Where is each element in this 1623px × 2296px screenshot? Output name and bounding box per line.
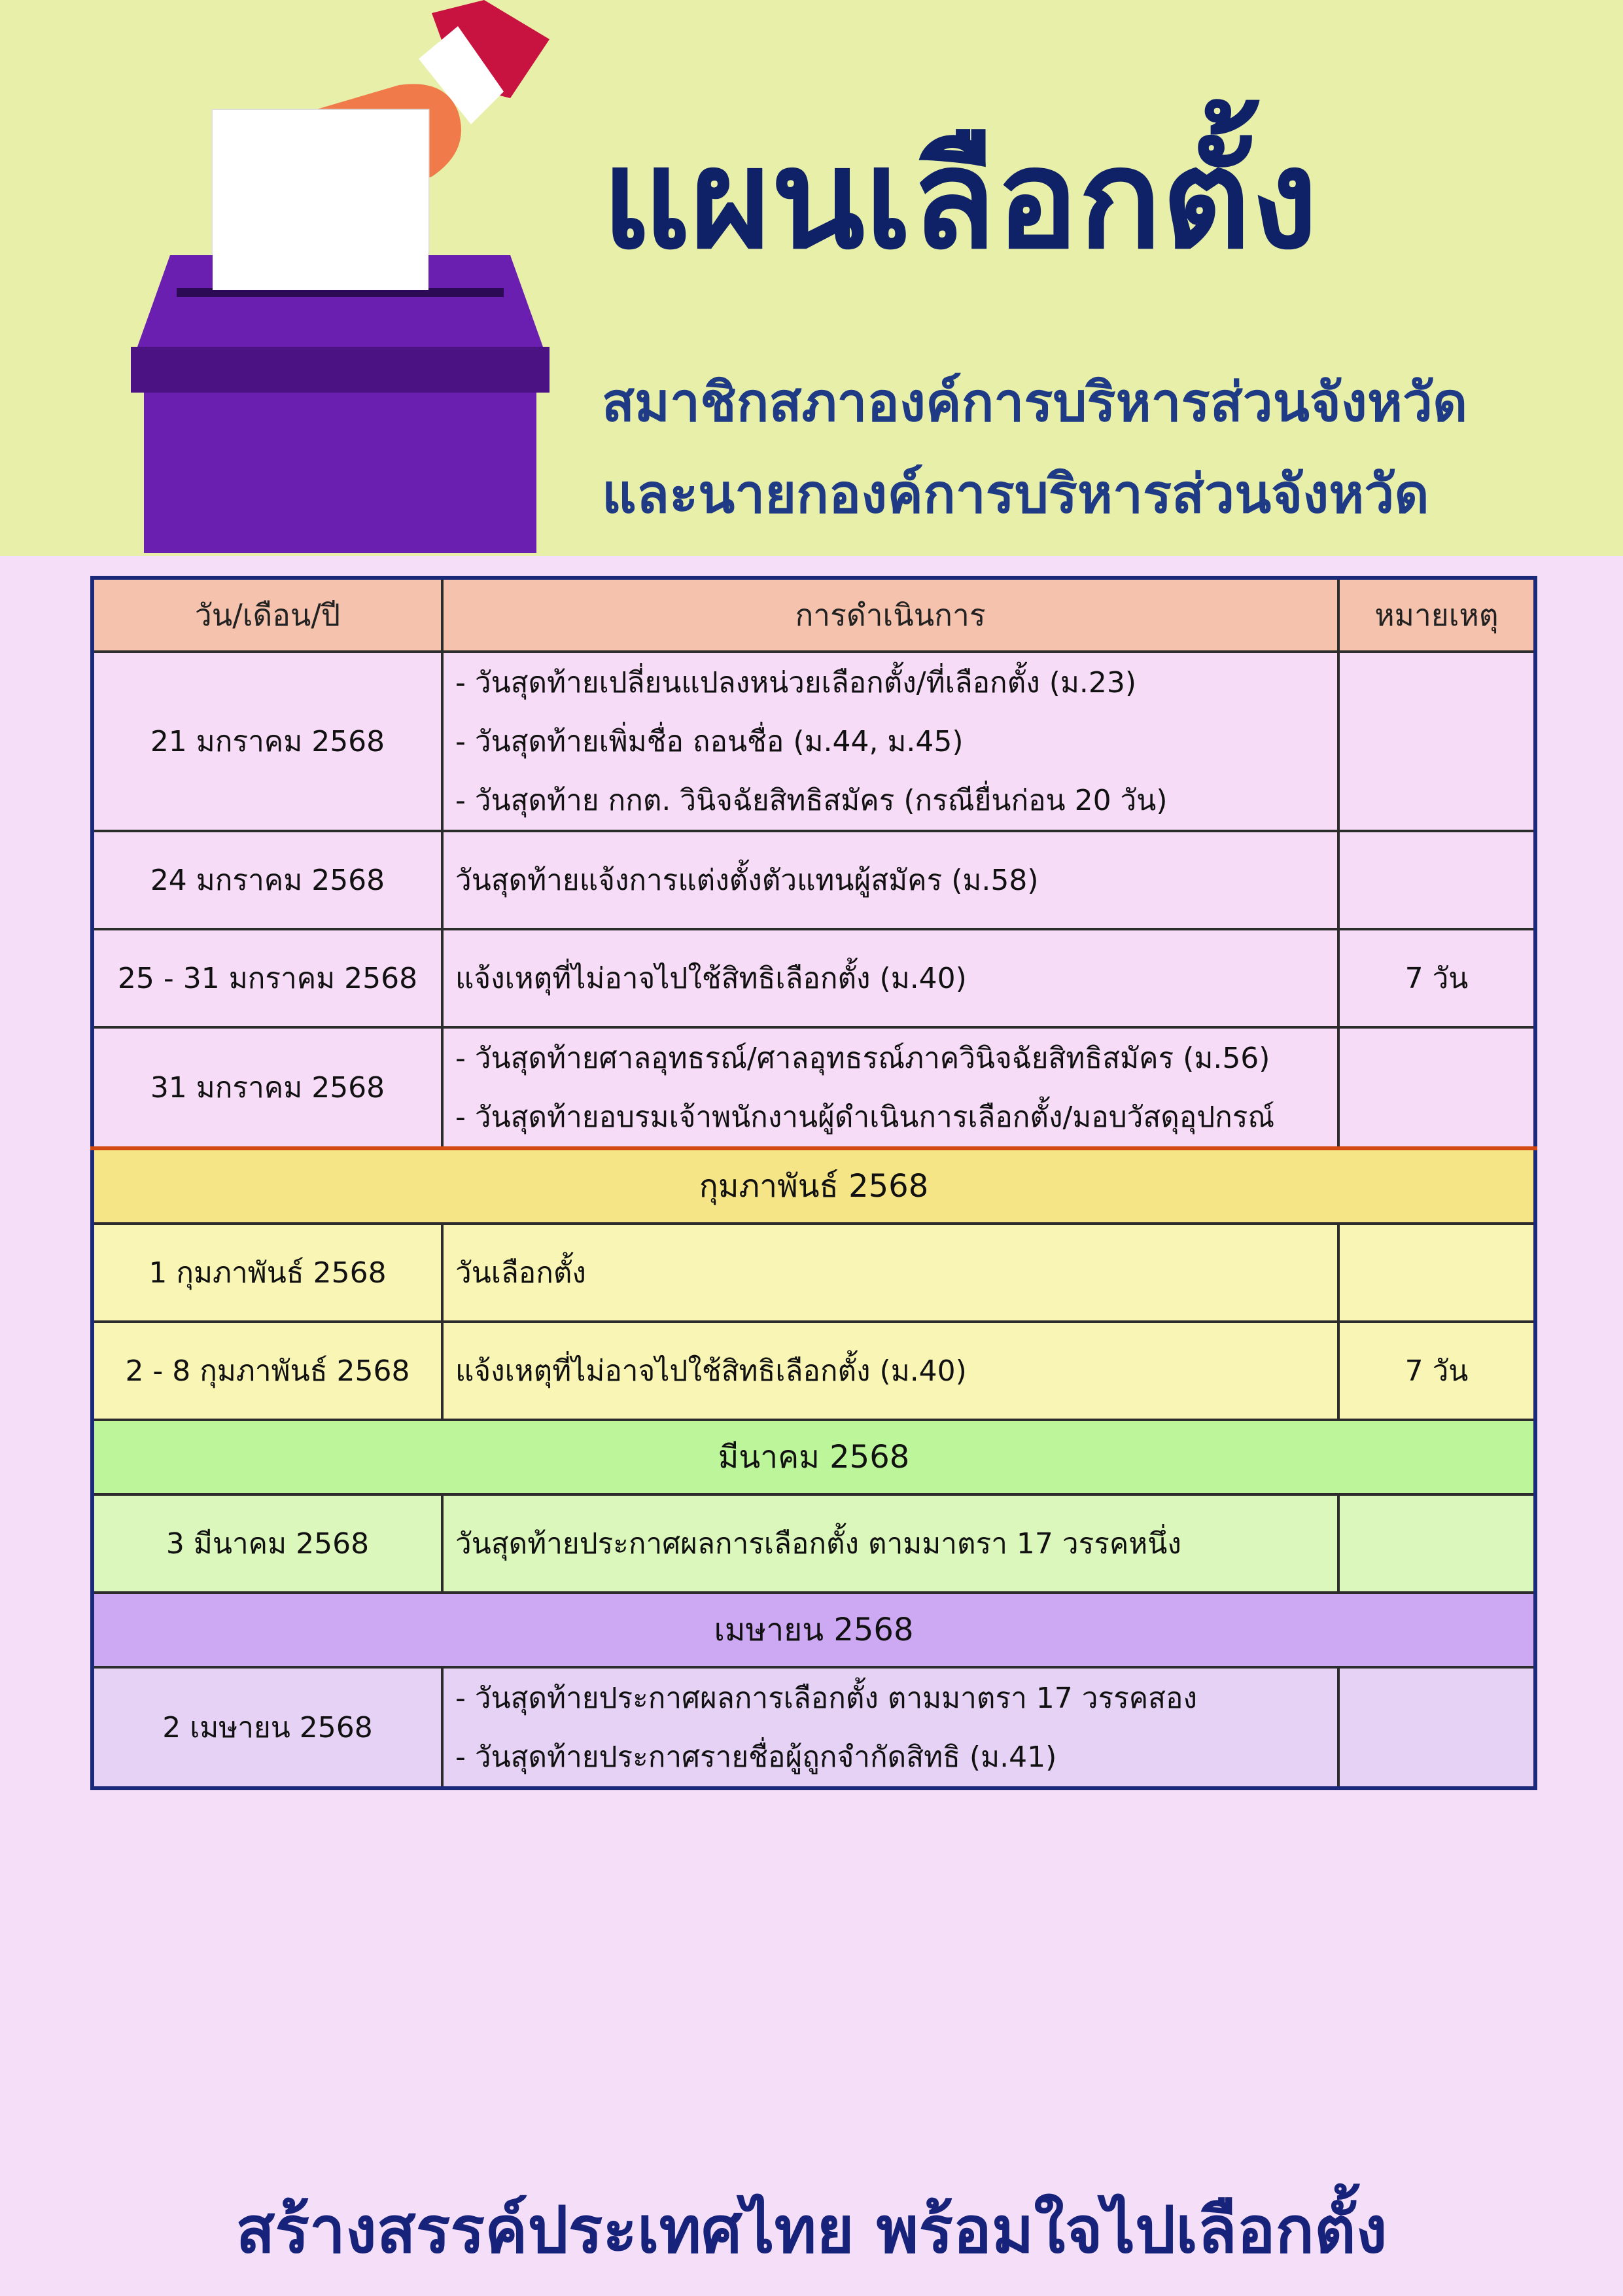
- table-row: [92, 1224, 1535, 1322]
- row-note: [1338, 1224, 1535, 1322]
- row-actions: [442, 1667, 1338, 1788]
- action-line: - วันสุดท้ายเพิ่มชื่อ ถอนชื่อ (ม.44, ม.45): [455, 725, 964, 758]
- table-header-row: [92, 578, 1535, 652]
- row-date: 25 - 31 มกราคม 2568: [92, 929, 442, 1027]
- action-line: - วันสุดท้าย กกต. วินิจฉัยสิทธิสมัคร (กรณียื่นก่อน 20 วัน): [455, 784, 1168, 817]
- table-row: [92, 929, 1535, 1027]
- action-line: - วันสุดท้ายประกาศรายชื่อผู้ถูกจำกัดสิทธิ (ม.41): [455, 1740, 1057, 1774]
- subtitle-line1: สมาชิกสภาองค์การบริหารส่วนจังหวัด: [602, 372, 1468, 434]
- header-banner: [0, 0, 1623, 556]
- row-actions: [442, 652, 1338, 831]
- table-row: [92, 1322, 1535, 1420]
- page-title: แผนเลือกตั้ง: [602, 119, 1318, 279]
- row-note: 7 วัน: [1338, 1322, 1535, 1420]
- subtitle-line2: และนายกองค์การบริหารส่วนจังหวัด: [602, 463, 1429, 525]
- column-header-note: หมายเหตุ: [1338, 578, 1535, 652]
- row-note: [1338, 1027, 1535, 1148]
- action-line: แจ้งเหตุที่ไม่อาจไปใช้สิทธิเลือกตั้ง (ม.40): [455, 1354, 967, 1388]
- month-header-mar: มีนาคม 2568: [92, 1420, 1535, 1494]
- row-actions: [442, 1494, 1338, 1593]
- action-line: - วันสุดท้ายศาลอุทธรณ์/ศาลอุทธรณ์ภาควินิจฉัยสิทธิสมัคร (ม.56): [455, 1042, 1270, 1075]
- row-note: [1338, 831, 1535, 929]
- column-header-action: การดำเนินการ: [442, 578, 1338, 652]
- election-schedule-table: [90, 576, 1537, 1790]
- table-row: [92, 1027, 1535, 1148]
- row-date: 1 กุมภาพันธ์ 2568: [92, 1224, 442, 1322]
- action-line: แจ้งเหตุที่ไม่อาจไปใช้สิทธิเลือกตั้ง (ม.40): [455, 962, 967, 995]
- row-actions: [442, 1322, 1338, 1420]
- row-date: 2 เมษายน 2568: [92, 1667, 442, 1788]
- table-row: [92, 1494, 1535, 1593]
- month-header-feb: กุมภาพันธ์ 2568: [92, 1148, 1535, 1224]
- row-date: 24 มกราคม 2568: [92, 831, 442, 929]
- action-line: - วันสุดท้ายอบรมเจ้าพนักงานผู้ดำเนินการเลือกตั้ง/มอบวัสดุอุปกรณ์: [455, 1101, 1275, 1134]
- row-actions: [442, 1027, 1338, 1148]
- row-date: 2 - 8 กุมภาพันธ์ 2568: [92, 1322, 442, 1420]
- month-header-row: [92, 1148, 1535, 1224]
- row-date: 21 มกราคม 2568: [92, 652, 442, 831]
- table-row: [92, 831, 1535, 929]
- month-header-row: [92, 1593, 1535, 1667]
- action-line: - วันสุดท้ายเปลี่ยนแปลงหน่วยเลือกตั้ง/ที่เลือกตั้ง (ม.23): [455, 666, 1137, 699]
- column-header-date: วัน/เดือน/ปี: [92, 578, 442, 652]
- row-actions: [442, 929, 1338, 1027]
- row-note: 7 วัน: [1338, 929, 1535, 1027]
- month-header-apr: เมษายน 2568: [92, 1593, 1535, 1667]
- row-note: [1338, 1494, 1535, 1593]
- row-actions: [442, 1224, 1338, 1322]
- row-date: 3 มีนาคม 2568: [92, 1494, 442, 1593]
- row-actions: [442, 831, 1338, 929]
- table-row: [92, 1667, 1535, 1788]
- action-line: วันเลือกตั้ง: [455, 1256, 586, 1290]
- table-row: [92, 652, 1535, 831]
- action-line: วันสุดท้ายประกาศผลการเลือกตั้ง ตามมาตรา 17 วรรคหนึ่ง: [455, 1527, 1181, 1561]
- row-date: 31 มกราคม 2568: [92, 1027, 442, 1148]
- month-header-row: [92, 1420, 1535, 1494]
- ballot-box-icon: [92, 0, 563, 556]
- action-line: วันสุดท้ายแจ้งการแต่งตั้งตัวแทนผู้สมัคร (ม.58): [455, 864, 1039, 897]
- row-note: [1338, 652, 1535, 831]
- footer-slogan: สร้างสรรค์ประเทศไทย พร้อมใจไปเลือกตั้ง: [236, 2193, 1387, 2268]
- row-note: [1338, 1667, 1535, 1788]
- action-line: - วันสุดท้ายประกาศผลการเลือกตั้ง ตามมาตรา 17 วรรคสอง: [455, 1682, 1197, 1715]
